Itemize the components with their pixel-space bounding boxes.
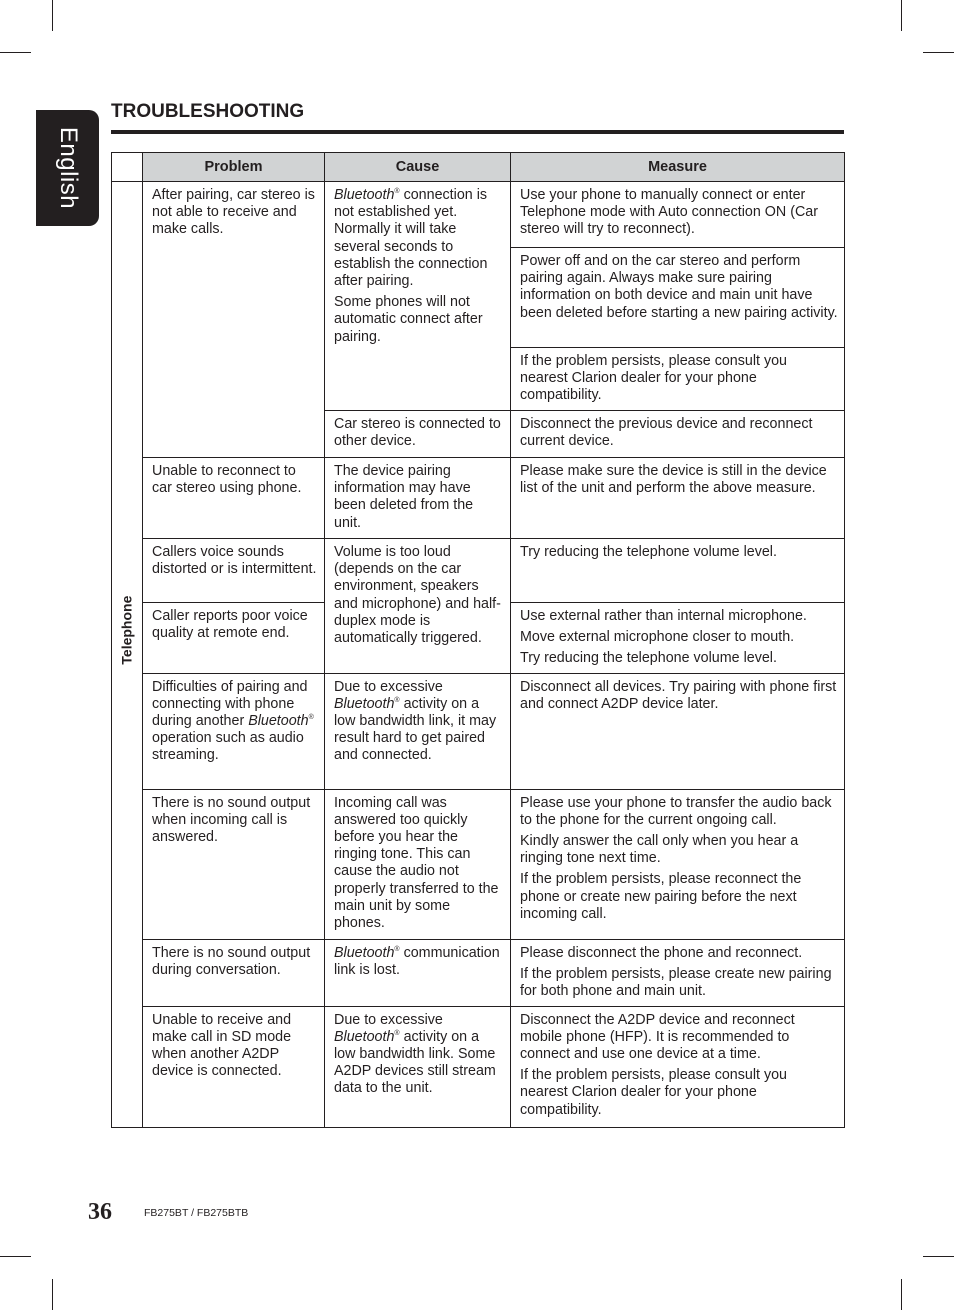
cause-cell: Incoming call was answered too quickly before you hear the ringing tone. This can cause the audio not properly transferred to the main unit by some phones. xyxy=(325,789,511,939)
category-cell xyxy=(112,182,143,1128)
table-row xyxy=(112,789,845,939)
crop-mark xyxy=(0,1256,31,1257)
problem-cell: Unable to reconnect to car stereo using phone. xyxy=(143,458,325,539)
header-measure: Measure xyxy=(511,153,845,182)
cause-cell: Due to excessive Bluetooth® activity on a low bandwidth link, it may result hard to get paired and connected. xyxy=(325,673,511,789)
crop-mark xyxy=(52,1279,53,1310)
measure-cell: Use your phone to manually connect or enter Telephone mode with Auto connection ON (Car stereo will try to reconnect). xyxy=(511,182,845,248)
header-cause: Cause xyxy=(325,153,511,182)
measure-cell: Try reducing the telephone volume level. xyxy=(511,539,845,603)
table-row xyxy=(112,673,845,789)
cause-cell: Bluetooth® connection is not established yet. Normally it will take several seconds to establish the connection after pairing. Some phones will not automatic connect after pairing. xyxy=(325,182,511,411)
crop-mark xyxy=(901,1279,902,1310)
table-row xyxy=(112,939,845,1006)
measure-cell: If the problem persists, please consult you nearest Clarion dealer for your phone compatibility. xyxy=(511,348,845,411)
crop-mark xyxy=(52,0,53,31)
problem-cell: There is no sound output during conversation. xyxy=(143,939,325,1006)
crop-mark xyxy=(0,52,31,53)
table-row xyxy=(112,182,845,248)
cause-cell: Volume is too loud (depends on the car environment, speakers and microphone) and half-duplex mode is automatically triggered. xyxy=(325,539,511,674)
problem-cell: There is no sound output when incoming call is answered. xyxy=(143,789,325,939)
measure-cell: Disconnect all devices. Try pairing with phone first and connect A2DP device later. xyxy=(511,673,845,789)
crop-mark xyxy=(923,1256,954,1257)
table-row xyxy=(112,1006,845,1127)
header-category xyxy=(112,153,143,182)
problem-cell: Callers voice sounds distorted or is intermittent. xyxy=(143,539,325,603)
problem-cell: Unable to receive and make call in SD mode when another A2DP device is connected. xyxy=(143,1006,325,1127)
title-rule xyxy=(111,130,844,134)
problem-cell: Difficulties of pairing and connecting with phone during another Bluetooth® operation such as audio streaming. xyxy=(143,673,325,789)
measure-cell: Use external rather than internal microphone. Move external microphone closer to mouth. Try reducing the telephone volume level. xyxy=(511,603,845,674)
measure-cell: Please make sure the device is still in the device list of the unit and perform the above measure. xyxy=(511,458,845,539)
header-row xyxy=(112,153,845,182)
section-title: TROUBLESHOOTING xyxy=(111,101,305,122)
troubleshooting-table xyxy=(111,152,845,1128)
crop-mark xyxy=(901,0,902,31)
category-label: Telephone xyxy=(118,595,135,665)
crop-mark xyxy=(923,52,954,53)
cause-cell: Bluetooth® communication link is lost. xyxy=(325,939,511,1006)
problem-cell: Caller reports poor voice quality at remote end. xyxy=(143,603,325,674)
measure-cell: Please use your phone to transfer the audio back to the phone for the current ongoing call. Kindly answer the call only when you hear a ringing tone next time. If the problem persists, please reconnect the phone or create new pairing before the next incoming call. xyxy=(511,789,845,939)
measure-cell: Disconnect the previous device and reconnect current device. xyxy=(511,411,845,458)
table-row xyxy=(112,539,845,603)
cause-cell: Car stereo is connected to other device. xyxy=(325,411,511,458)
measure-cell: Please disconnect the phone and reconnect. If the problem persists, please create new pairing for both phone and main unit. xyxy=(511,939,845,1006)
cause-cell: Due to excessive Bluetooth® activity on a low bandwidth link. Some A2DP devices still stream data to the unit. xyxy=(325,1006,511,1127)
measure-cell: Disconnect the A2DP device and reconnect mobile phone (HFP). It is recommended to connect and use one device at a time. If the problem persists, please consult you nearest Clarion dealer for your phone compatibility. xyxy=(511,1006,845,1127)
page-number: 36 xyxy=(88,1199,112,1225)
language-tab-label: English xyxy=(54,126,82,210)
model-number: FB275BT / FB275BTB xyxy=(144,1207,249,1219)
header-problem: Problem xyxy=(143,153,325,182)
cause-cell: The device pairing information may have been deleted from the unit. xyxy=(325,458,511,539)
language-tab xyxy=(36,110,99,226)
table-row xyxy=(112,458,845,539)
measure-cell: Power off and on the car stereo and perform pairing again. Always make sure pairing information on both device and main unit have been deleted before starting a new pairing activity. xyxy=(511,248,845,348)
problem-cell: After pairing, car stereo is not able to receive and make calls. xyxy=(143,182,325,458)
